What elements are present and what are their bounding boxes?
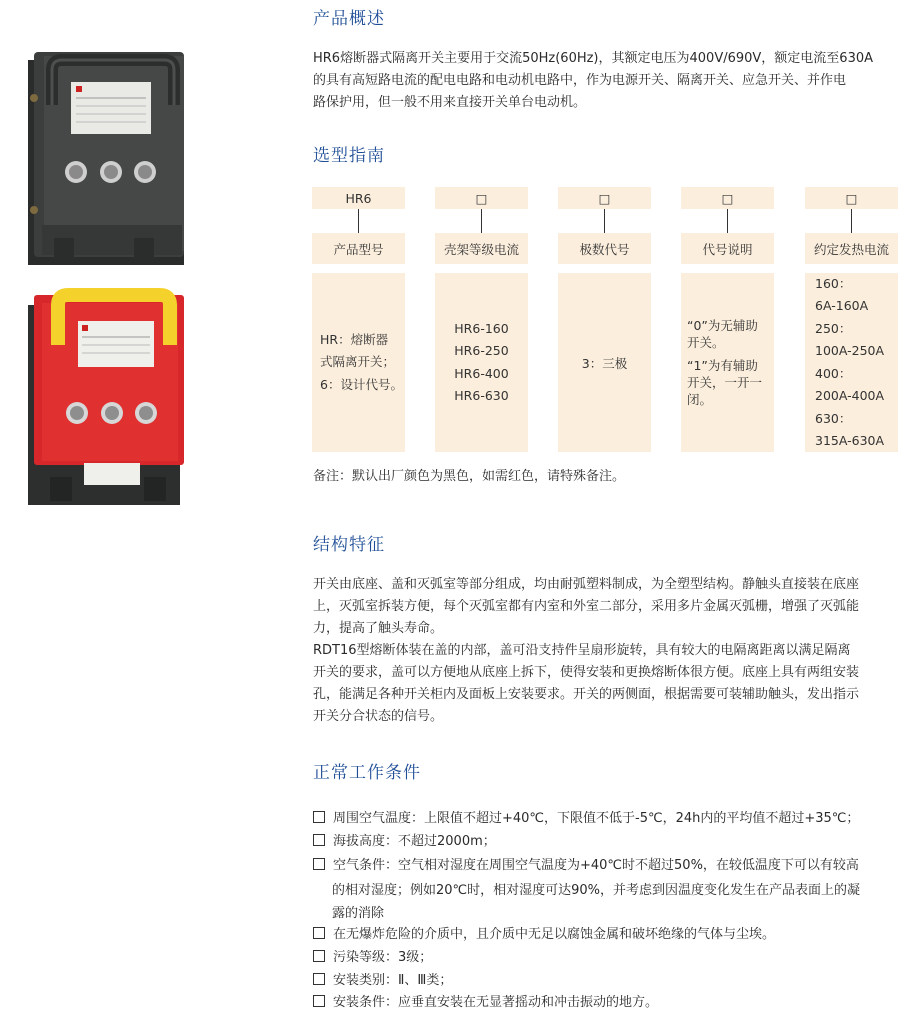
product-image-black xyxy=(14,20,194,270)
thermal-current-line: 250： xyxy=(815,320,852,336)
overview-line: HR6熔断器式隔离开关主要用于交流50Hz(60Hz)，其额定电压为400V/690V，额定电流至630A xyxy=(313,51,874,66)
connector-line xyxy=(851,209,852,233)
desc-poles xyxy=(558,273,651,452)
header-code-desc: 代号说明 xyxy=(681,233,774,264)
condition-text: 在无爆炸危险的介质中，且介质中无足以腐蚀金属和破坏绝缘的气体与尘埃。 xyxy=(333,927,776,942)
header-frame-current: 壳架等级电流 xyxy=(435,233,528,264)
structure-line: 开关分合状态的信号。 xyxy=(313,709,444,724)
checkbox-icon xyxy=(313,995,325,1007)
selection-title: 选型指南 xyxy=(313,146,385,166)
structure-line: 开关由底座、盖和灭弧室等部分组成，均由耐弧塑料制成，为全塑型结构。静触头直接装在底座 xyxy=(313,577,860,592)
header-model: 产品型号 xyxy=(312,233,405,264)
frame-current-item: HR6-630 xyxy=(454,388,509,403)
frame-current-item: HR6-400 xyxy=(454,365,509,381)
connector-line xyxy=(358,209,359,233)
thermal-current-line: 400： xyxy=(815,365,852,381)
desc-model xyxy=(312,273,405,452)
checkbox-icon xyxy=(313,950,325,962)
condition-text: 安装类别：Ⅱ、Ⅲ类； xyxy=(333,973,453,988)
code-desc-line: “0”为无辅助 xyxy=(687,318,758,333)
overview-line: 的具有高短路电流的配电电路和电动机电路中，作为电源开关、隔离开关、应急开关、并作电 xyxy=(313,73,847,88)
condition-item xyxy=(313,970,452,992)
selection-note: 备注：默认出厂颜色为黑色，如需红色，请特殊备注。 xyxy=(313,469,626,484)
checkbox-icon xyxy=(313,834,325,846)
poles-item: 3：三极 xyxy=(581,355,628,371)
code-box-frame-current: □ xyxy=(435,187,528,209)
connector-line xyxy=(727,209,728,233)
thermal-current-line: 160： xyxy=(815,275,852,291)
code-desc-line: 开关，一开一 xyxy=(687,375,763,390)
thermal-current-line: 315A-630A xyxy=(815,433,885,448)
code-box-thermal-current: □ xyxy=(805,187,898,209)
desc-model-line: HR：熔断器 xyxy=(320,331,389,347)
frame-current-item: HR6-250 xyxy=(454,343,509,358)
connector-line xyxy=(604,209,605,233)
structure-line: 孔，能满足各种开关柜内及面板上安装要求。开关的两侧面，根据需要可装辅助触头，发出指示 xyxy=(313,687,860,702)
thermal-current-line: 630： xyxy=(815,410,852,426)
overview-text xyxy=(313,48,913,114)
checkbox-icon xyxy=(313,858,325,870)
code-box-model: HR6 xyxy=(312,187,405,209)
desc-frame-current xyxy=(435,273,528,452)
code-box-poles: □ xyxy=(558,187,651,209)
checkbox-icon xyxy=(313,811,325,823)
condition-item xyxy=(313,947,432,969)
structure-title: 结构特征 xyxy=(313,535,385,555)
desc-model-line: 6：设计代号。 xyxy=(320,376,403,392)
structure-line: RDT16型熔断体装在盖的内部，盖可沿支持件呈扇形旋转，具有较大的电隔离距离以满足隔离 xyxy=(313,643,851,658)
code-desc-line: 闭。 xyxy=(687,392,713,407)
condition-text: 安装条件：应垂直安装在无显著摇动和冲击振动的地方。 xyxy=(333,995,659,1010)
structure-text xyxy=(313,574,913,728)
structure-line: 上，灭弧室拆装方便，每个灭弧室都有内室和外室二部分，采用多片金属灭弧栅，增强了灭弧能 xyxy=(313,599,860,614)
condition-item xyxy=(313,924,775,946)
overview-line: 路保护用，但一般不用来直接开关单台电动机。 xyxy=(313,95,587,110)
frame-current-item: HR6-160 xyxy=(454,320,509,336)
condition-text: 污染等级：3级； xyxy=(333,950,433,965)
condition-continuation: 露的消除 xyxy=(332,906,385,921)
condition-text: 海拔高度：不超过2000m； xyxy=(333,834,496,849)
desc-code xyxy=(681,273,774,452)
desc-thermal-current xyxy=(805,273,898,452)
thermal-current-line: 200A-400A xyxy=(815,388,885,403)
structure-line: 力，提高了触头寿命。 xyxy=(313,621,444,636)
header-poles: 极数代号 xyxy=(558,233,651,264)
condition-item xyxy=(313,992,658,1014)
thermal-current-line: 100A-250A xyxy=(815,343,885,358)
condition-item xyxy=(313,808,859,830)
code-desc-line: 开关。 xyxy=(687,335,725,350)
connector-line xyxy=(481,209,482,233)
thermal-current-line: 6A-160A xyxy=(815,298,869,313)
condition-item xyxy=(313,831,496,853)
condition-text: 空气条件：空气相对湿度在周围空气温度为+40℃时不超过50%，在较低温度下可以有较高 xyxy=(333,858,859,873)
overview-title: 产品概述 xyxy=(313,9,385,29)
structure-line: 开关的要求，盖可以方便地从底座上拆下，使得安装和更换熔断体很方便。底座上具有两组安装 xyxy=(313,665,860,680)
condition-text: 周围空气温度：上限值不超过+40℃，下限值不低于-5℃，24h内的平均值不超过+35℃； xyxy=(333,811,860,826)
conditions-title: 正常工作条件 xyxy=(313,763,421,783)
condition-item xyxy=(313,855,859,877)
desc-model-line: 式隔离开关； xyxy=(320,354,396,370)
product-image-red xyxy=(14,285,194,510)
checkbox-icon xyxy=(313,973,325,985)
header-thermal-current: 约定发热电流 xyxy=(805,233,898,264)
code-desc-line: “1”为有辅助 xyxy=(687,358,758,373)
checkbox-icon xyxy=(313,927,325,939)
condition-continuation: 的相对湿度；例如20℃时，相对湿度可达90%，并考虑到因温度变化发生在产品表面上的凝 xyxy=(332,883,861,898)
code-box-code-desc: □ xyxy=(681,187,774,209)
